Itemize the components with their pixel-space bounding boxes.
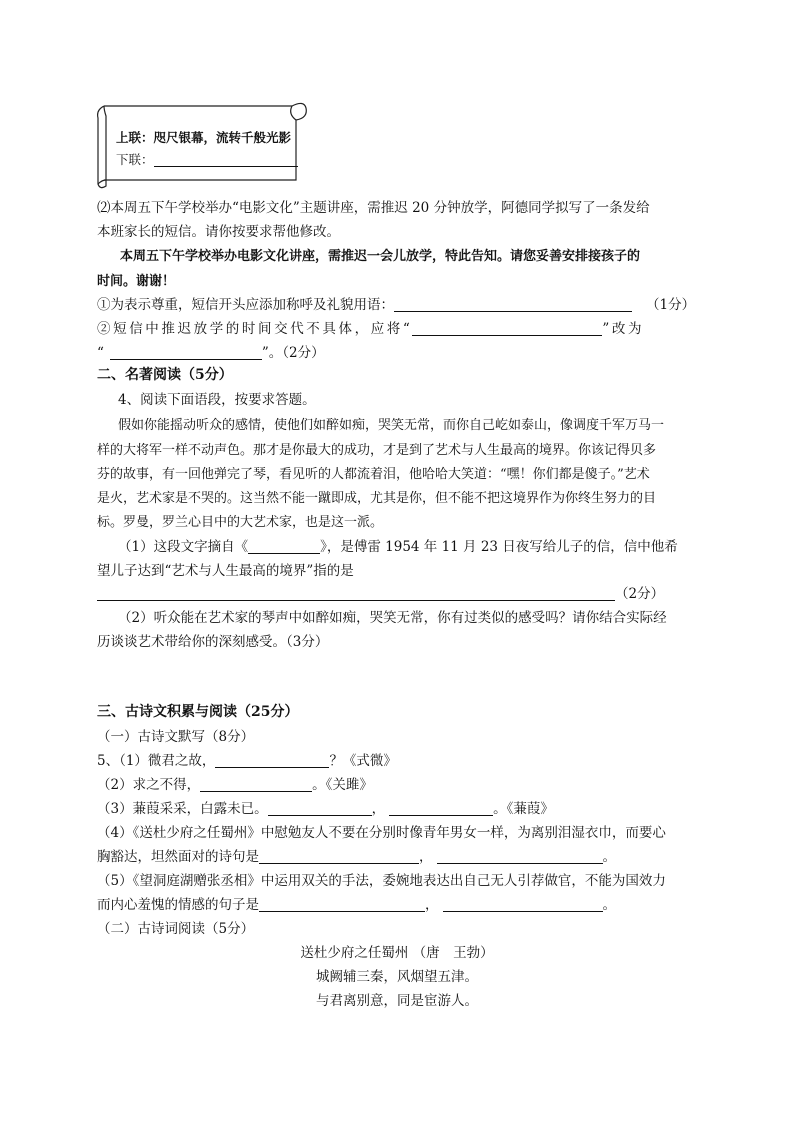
q2-sub1-score: （1分） <box>646 297 696 313</box>
s3-l4-line1: （4）《送杜少府之任蜀州》中慰勉友人不要在分别时像青年男女一样，为离别泪湿衣巾，而要心 <box>97 825 666 841</box>
q2-sub1 <box>97 293 695 313</box>
s2-sub1-text: （1）这段文字摘自《 <box>118 539 249 555</box>
passage-line: 假如你能摇动听众的感情，使他们如醉如痴，哭笑无常，而你自己屹如泰山，像调度千军万马一 <box>118 418 665 433</box>
q2-intro-line2: 本班家长的短信。请你按要求帮他修改。 <box>97 224 340 240</box>
s3-l4-blank1[interactable] <box>259 849 419 864</box>
section2-title: 二、名著阅读（5分） <box>97 367 233 383</box>
s3-l3-blank2[interactable] <box>389 801 493 816</box>
s3-l1-text: 5、（1）微君之故， <box>97 753 216 769</box>
s3-l5-comma: ， <box>425 897 439 913</box>
s3-l2-source: 。《关雎》 <box>312 777 373 793</box>
passage-line: 是火，艺术家是不哭的。这当然不能一蹴即成，尤其是你，但不能不把这境界作为你终生努力的目 <box>97 491 657 506</box>
poem-title: 送杜少府之任蜀州 （唐 王勃） <box>300 945 494 961</box>
s3-l5-line1: （5）《望洞庭湖赠张丞相》中运用双关的手法，委婉地表达出自己无人引荐做官，不能为国效力 <box>97 873 666 889</box>
q2-sub2-cont <box>97 341 325 361</box>
s2-sub1 <box>118 535 678 555</box>
q2-sub2 <box>97 317 644 337</box>
poem-line: 城阙辅三秦，风烟望五津。 <box>316 969 478 985</box>
passage-line: 标。罗曼，罗兰心目中的大艺术家，也是这一派。 <box>97 515 384 530</box>
couplet-lower <box>116 150 298 168</box>
s3-l4-line2 <box>97 845 616 865</box>
s3-l3-text: （3）蒹葭采采，白露未已。 <box>97 801 268 817</box>
couplet-lower-blank[interactable] <box>154 152 298 167</box>
q2-sub1-text: ①为表示尊重，短信开头应添加称呼及礼貌用语： <box>97 297 394 313</box>
sms-line1: 本周五下午学校举办电影文化讲座，需推迟一会儿放学，特此告知。请您妥善安排接孩子的 <box>120 249 641 264</box>
couplet-upper: 上联：咫尺银幕，流转千般光影 <box>116 130 292 145</box>
q2-sub2-text2: ”改为 <box>602 321 645 337</box>
s3-l2-blank[interactable] <box>200 777 312 792</box>
s3-part2: （二）古诗词阅读（5分） <box>97 921 255 937</box>
q2-sub2-blank1[interactable] <box>412 321 602 336</box>
s2-sub2-line1: （2）听众能在艺术家的琴声中如醉如痴，哭笑无常，你有过类似的感受吗？请你结合实际经 <box>118 610 667 626</box>
s3-l3-comma: ， <box>371 801 386 817</box>
q2-intro-line1: ⑵本周五下午学校举办“电影文化”主题讲座，需推迟 20 分钟放学，阿德同学拟写了一条发给 <box>97 200 650 216</box>
s2-sub1-score: （2分） <box>615 586 665 602</box>
s3-l1-blank[interactable] <box>215 753 329 768</box>
q2-sub2-quote: “ <box>97 345 104 361</box>
book-title-blank[interactable] <box>248 539 320 554</box>
s3-l5-blank2[interactable] <box>443 897 603 912</box>
q2-sub1-blank[interactable] <box>394 297 632 312</box>
s3-l1 <box>97 749 397 769</box>
s2-sub1-text2: 》，是傅雷 1954 年 11 月 23 日夜写给儿子的信，信中他希 <box>320 539 678 555</box>
s3-l4-text: 胸豁达，坦然面对的诗句是 <box>97 849 259 865</box>
s3-part1: （一）古诗文默写（8分） <box>97 729 255 745</box>
q2-sub2-end: ”。（2分） <box>261 345 325 361</box>
s3-l4-blank2[interactable] <box>437 849 603 864</box>
section3-title: 三、古诗文积累与阅读（25分） <box>97 704 299 720</box>
passage-line: 芬的故事，有一回他弹完了琴，看见听的人都流着泪，他哈哈大笑道：“嘿！你们都是傻子。”艺术 <box>97 467 650 482</box>
s3-l3-source: 。《蒹葭》 <box>493 801 554 817</box>
q4-prompt: 4、阅读下面语段，按要求答题。 <box>118 392 316 408</box>
q2-sub2-text: ②短信中推迟放学的时间交代不具体，应将“ <box>97 321 413 337</box>
s3-l4-comma: ， <box>419 849 433 865</box>
sms-line2: 时间。谢谢！ <box>97 274 176 289</box>
couplet-lower-label: 下联： <box>116 152 154 167</box>
s3-l3-blank1[interactable] <box>268 801 372 816</box>
poem-line: 与君离别意，同是宦游人。 <box>316 993 478 1009</box>
s2-sub1-answer <box>97 582 664 602</box>
s3-l1-source: ？《式微》 <box>329 753 397 769</box>
passage-line: 样的大将军一样不动声色。那才是你最大的成功，才是到了艺术与人生最高的境界。你该记得贝多 <box>97 443 657 458</box>
s3-l5-line2 <box>97 893 616 913</box>
s3-l2-text: （2）求之不得， <box>97 777 201 793</box>
s3-l5-blank1[interactable] <box>259 897 425 912</box>
q2-sub2-blank2[interactable] <box>110 345 262 360</box>
s3-l4-period: 。 <box>602 849 616 865</box>
s3-l3 <box>97 797 554 817</box>
s3-l5-text: 而内心羞愧的情感的句子是 <box>97 897 259 913</box>
s2-sub2-line2: 历谈谈艺术带给你的深刻感受。（3分） <box>97 634 329 650</box>
s2-sub1-cont: 望儿子达到“艺术与人生最高的境界”指的是 <box>97 563 354 579</box>
s3-l2 <box>97 773 373 793</box>
realm-answer-blank[interactable] <box>97 586 615 601</box>
s3-l5-period: 。 <box>602 897 616 913</box>
